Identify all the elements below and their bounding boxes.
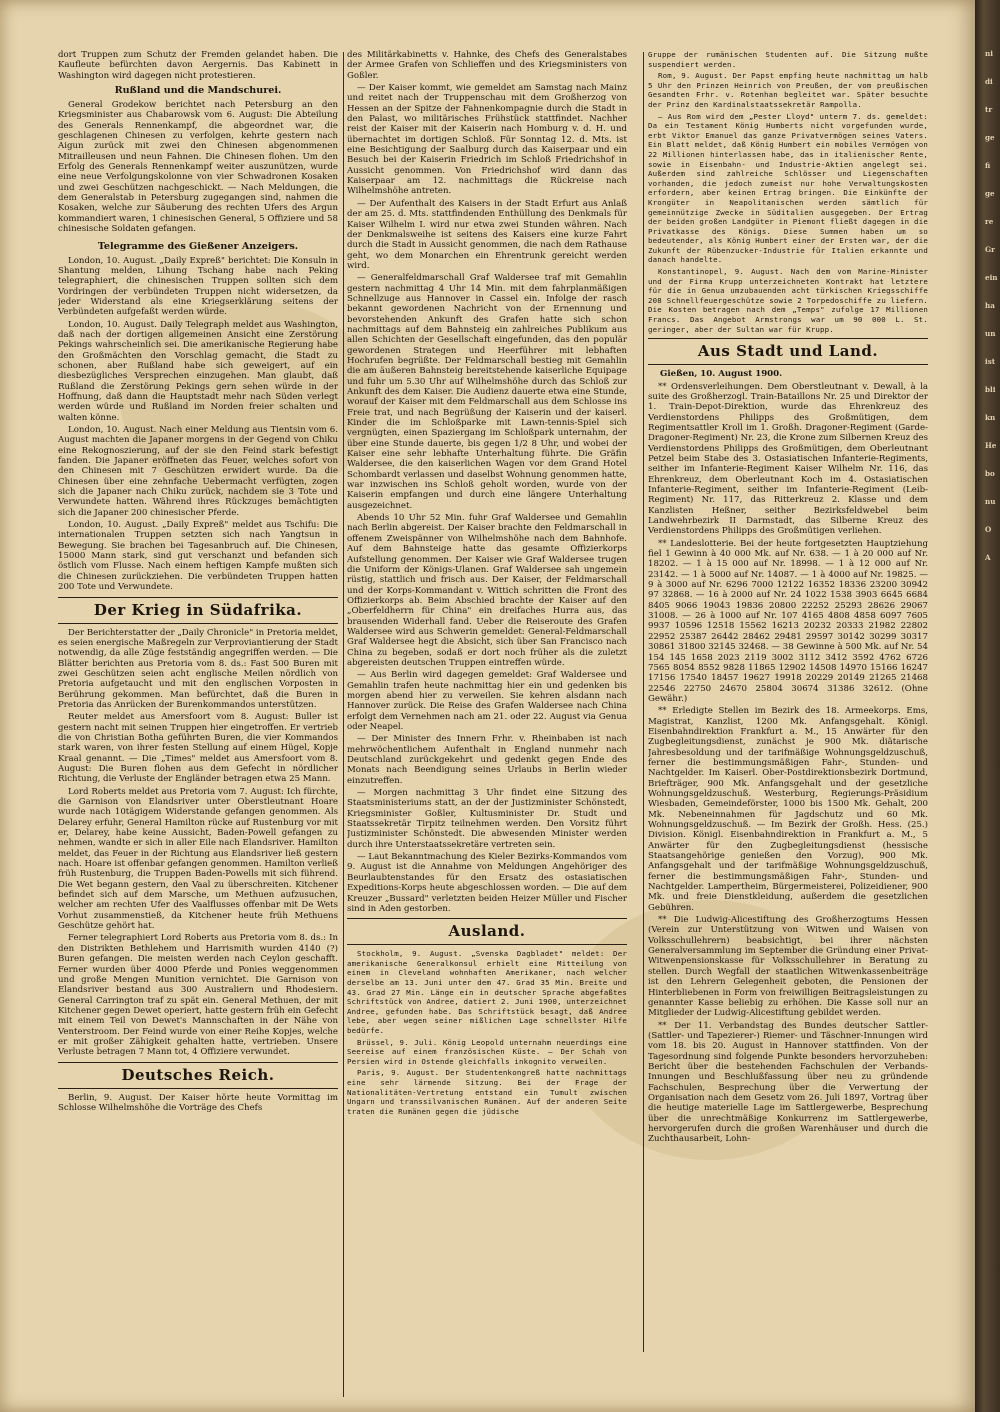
edge-fragment: ge — [985, 189, 995, 198]
article-continuation: dort Truppen zum Schutz der Fremden gelandet haben. Die Kaufleute befürchten davon Aergernis. Das Kabinett in Washington wird dagegen nicht protestieren. — [58, 50, 338, 81]
section-heading-russland: Rußland und die Mandschurei. — [114, 85, 282, 97]
edge-fragment: un — [985, 329, 996, 338]
article-paragraph: — Der Kaiser kommt, wie gemeldet am Samstag nach Mainz und reitet nach der Truppenschau mit dem Großherzog von Hessen an der Spitze der Fahnenkompagnie durch die Stadt in den Palast, wo militärisches Frühstück stattfindet. Nachher reist der Kaiser mit der Kaiserin nach Homburg v. d. H. und übernachtet im dortigen Schloß. Für Sonntag 12. d. Mts. ist eine Besichtigung der Saalburg durch das Kaiserpaar und ein Besuch bei der Kaiserin Friedrich im Schloß Friedrichshof in Aussicht genommen. Von Friedrichshof wird dann das Kaiserpaar am 12. nachmittags die Rückreise nach Wilhelmshöhe antreten. — [347, 83, 627, 197]
article-paragraph: — Der Minister des Innern Frhr. v. Rheinbaben ist nach mehrwöchentlichem Aufenthalt in England nunmehr nach Deutschland zurückgekehrt und gedenkt gegen Ende des Monats nach Beendigung seines Urlaubs in Berlin wieder einzutreffen. — [347, 734, 627, 786]
article-continuation: Gruppe der rumänischen Studenten auf. Die Sitzung mußte suspendiert werden. — [648, 50, 928, 69]
telegram-paragraph: London, 10. August. Daily Telegraph meldet aus Washington, daß nach der dortigen allgemeinen Ansicht eine Zerstörung Pekings wahrscheinlich sei. Die amerikanische Regierung habe den Großmächten den Vorschlag gemacht, die Stadt zu schonen, aber Rußland habe sich geweigert, auf ein diesbezügliches Versprechen einzugehen. Man glaubt, daß Rußland die Zerstörung Pekings gern sehen würde in der Hoffnung, daß dann die Hauptstadt mehr nach Süden verlegt werden würde und Rußland im Norden freier schalten und walten könne. — [58, 319, 338, 423]
edge-fragment: re — [985, 217, 994, 226]
article-paragraph: Paris, 9. August. Der Studentenkongreß hatte nachmittags eine sehr lärmende Sitzung. Bei der Frage der Nationalitäten-Vertretung entstand ein Tumult zwischen Ungarn und transsilvanischen Rumänen. Auf der anderen Seite traten die Rumänen gegen die jüdische — [347, 1068, 627, 1116]
article-continuation: des Militärkabinetts v. Hahnke, des Chefs des Generalstabes der Armee Grafen von Schlieffen und des Kriegsministers von Goßler. — [347, 50, 627, 81]
article-paragraph: Der Berichterstatter der „Daily Chronicle" in Pretoria meldet, es seien energische Maßregeln zur Verproviantierung der Stadt notwendig, da alle Züge festständig angegriffen werden. — Die Blätter berichten aus Pretoria vom 8. ds.: Fast 500 Buren mit zwei Geschützen seien acht englische Meilen nördlich von Pretoria aufgetaucht und mit den englischen Vorposten in Berührung gekommen. Man befürchtet, daß die Buren in Pretoria das Anrücken der Burenkommandos unterstützen. — [58, 627, 338, 710]
column-divider — [643, 52, 644, 1352]
article-paragraph: — Morgen nachmittag 3 Uhr findet eine Sitzung des Staatsministeriums statt, an der der Justizminister Schönstedt, Kriegsminister Goßler, Kultusminister Dr. Studt und Staatssekretär Tirpitz teilnehmen werden. Den Vorsitz führt Justizminister Schönstedt. Die abwesenden Minister werden durch ihre Unterstaatssekretäre vertreten sein. — [347, 788, 627, 850]
adjacent-page-edge — [985, 40, 1000, 1080]
section-heading-reich: Deutsches Reich. — [58, 1062, 338, 1089]
edge-fragment: O — [985, 525, 992, 534]
article-paragraph: — Laut Bekanntmachung des Kieler Bezirks-Kommandos vom 9. August ist die Annahme von Meldungen Angehöriger des Beurlaubtenstandes für den Ersatz des ostasiatischen Expeditions-Korps heute abgeschlossen worden. — Die auf dem Kreuzer „Bussard" verletzten beiden Heizer Müller und Fischer sind in Aden gestorben. — [347, 852, 627, 914]
edge-fragment: Gr — [985, 245, 995, 254]
article-paragraph: — Aus Berlin wird dagegen gemeldet: Graf Waldersee und Gemahlin trafen heute nachmittag hier ein und gedenken bis morgen abend hier zu verweilen. Sie kehren alsdann nach Hannover zurück. Die Reise des Grafen Waldersee nach China erfolgt dem Vernehmen nach am 21. oder 22. August via Genua oder Neapel. — [347, 670, 627, 732]
telegram-paragraph: London, 10. August. „Daily Expreß" berichtet: Die Konsuln in Shantung melden, Lihung Tschang habe nach Peking telegraphiert, die chinesischen Truppen sollten sich dem Vordringen der verbündeten Truppen nicht widersetzen, da jeder Widerstand als eine Kriegserklärung seitens der Verbündeten aufgefaßt werden würde. — [58, 255, 338, 318]
edge-fragment: bo — [985, 469, 995, 478]
article-paragraph: Ferner telegraphiert Lord Roberts aus Pretoria vom 8. ds.: In den Distrikten Bethlehem und Harrismith wurden 4140 (?) Buren gefangen. Die meisten werden nach Ceylon geschafft. Ferner wurden über 4000 Pferde und Ponies weggenommen und große Mengen Munition vernichtet. Die Garnison von Elandsriver bestand aus 300 Australiern und Rhodesiern. General Carrington traf zu spät ein. General Methuen, der mit Kitchener gegen Dewet operiert, hatte gestern früh ein Gefecht mit einem Teil von Dewet's Mannschaften in der Nähe von Venterstroom. Der Feind wurde von einer Reihe Kopjes, welche er mit großer Zähigkeit gehalten hatte, vertrieben. Unsere Verluste betragen 7 Mann tot, 4 Offiziere verwundet. — [58, 933, 338, 1058]
section-heading-stadt-land: Aus Stadt und Land. — [648, 338, 928, 365]
edge-fragment: He — [985, 441, 997, 450]
article-paragraph: Stockholm, 9. August. „Svenska Dagbladet" meldet: Der amerikanische Generalkonsul erhielt eine Mitteilung von einem in Cleveland wohnhaften Amerikaner, nach welcher derselbe am 13. Juni unter dem 47. Grad 35 Min. Breite und 43. Grad 27 Min. Länge ein in deutscher Sprache abgefaßtes Schriftstück von Andree, datiert 2. Juni 1900, unterzeichnet Andree, gefunden habe. Das Schriftstück besagt, daß Andree lebe, aber wegen seiner mißlichen Lage schnellster Hilfe bedürfe. — [347, 949, 627, 1035]
edge-fragment: ge — [985, 133, 995, 142]
section-heading-krieg: Der Krieg in Südafrika. — [58, 597, 338, 624]
telegram-paragraph: London, 10. August. Nach einer Meldung aus Tientsin vom 6. August machten die Japaner morgens in der Gegend von Chiku eine Rekognoszierung, auf der sie den Feind stark befestigt fanden. Die Japaner eröffneten das Feuer, welches sofort von den Chinesen mit 7 Geschützen erwidert wurde. Da die Chinesen über eine zehnfache Uebermacht verfügten, zogen sich die Japaner nach Chiku zurück, nachdem sie 3 Tote und Verwundete hatten. Während ihres Rückzuges bemächtigten sich die Japaner 200 chinesischer Pferde. — [58, 425, 338, 518]
dateline: Gießen, 10. August 1900. — [660, 369, 783, 380]
section-heading-ausland: Ausland. — [347, 918, 627, 945]
column-left — [58, 50, 338, 1390]
article-paragraph: — Aus Rom wird dem „Pester Lloyd" unterm 7. ds. gemeldet: Da ein Testament König Humberts nicht vorgefunden wurde, erbt Viktor Emanuel das ganze Privatvermögen seines Vaters. Ein Blatt meldet, daß König Humbert ein mobiles Vermögen von 22 Millionen hinterlassen habe, das in italienischer Rente, sowie in Eisenbahn- und Industrie-Aktien angelegt sei. Außerdem sind zahlreiche Schlösser und Liegenschaften vorhanden, die jedoch zumeist nur hohe Verwaltungskosten erfordern, aber keinen Ertrag bringen. Die Einkünfte der Krongüter in Neapolitanischen werden sämtlich für gemeinnützige Zwecke in Süditalien ausgegeben. Der Ertrag der beiden großen Landgüter in Piemont fließt dagegen in die Privatkasse des Königs. Diese Summen haben um so bedeutender, als König Humbert einer der Ersten war, der die Zukunft der Rübenzucker-Industrie für Italien erkannte und danach handelte. — [648, 111, 928, 265]
edge-fragment: bli — [985, 385, 996, 394]
edge-fragment: ni — [985, 49, 993, 58]
article-paragraph: General Grodekow berichtet nach Petersburg an den Kriegsminister aus Chabarowsk vom 6. August: Die Abteilung des Generals Rennenkampf, die abgeordnet war, die geschlagenen Chinesen zu verfolgen, kehrte gestern nach Aigun zurück mit zwei den Chinesen abgenommenen Mitrailleusen und neun Fahnen. Die Chinesen flohen. Um den Erfolg des Generals Rennenkampf weiter auszunützen, wurde eine neue Verfolgungskolonne von vier Schwadronen Kosaken und zwei Geschützen nachgeschickt. — Nach Meldungen, die dem Generalstab in Petersburg zugegangen sind, nahmen die Kosaken, welche zur Säuberung des rechten Ufers des Argun kommandiert waren, 1 chinesischen General, 5 Offiziere und 58 chinesische Soldaten gefangen. — [58, 100, 338, 235]
article-paragraph: Rom, 9. August. Der Papst empfing heute nachmittag um halb 5 Uhr den Prinzen Heinrich von Preußen, der vom preußischen Gesandten Frhr. v. Rotenhan begleitet war. Später besuchte der Prinz den Kardinalstaatssekretär Rampolla. — [648, 71, 928, 109]
article-paragraph: ** Die Ludwig-Alicestiftung des Großherzogtums Hessen (Verein zur Unterstützung von Witwen und Waisen von Volksschullehrern) beabsichtigt, bei ihrer nächsten Generalversammlung im September die Gründung einer Privat-Witwenpensionskasse für Volksschullehrer in Beratung zu stellen. Durch Wegfall der staatlichen Witwenkassenbeiträge ist den Lehrern Gelegenheit geboten, die Pensionen der Hinterbliebenen in Form von freiwilligen Beitragsleistungen zu genannter Kasse beliebig zu erhöhen. Die Kasse soll nur an Mitglieder der Ludwig-Alicestiftung gebildet werden. — [648, 915, 928, 1019]
edge-fragment: ist — [985, 357, 996, 366]
article-paragraph: Berlin, 9. August. Der Kaiser hörte heute Vormittag im Schlosse Wilhelmshöhe die Vorträge des Chefs — [58, 1092, 338, 1113]
edge-fragment: tr — [985, 105, 993, 114]
article-paragraph: Reuter meldet aus Amersfoort vom 8. August: Buller ist gestern nacht mit seinen Truppen hier eingetroffen. Er vertrieb die von Christian Botha geführten Buren, die vier Kommandos stark waren, von ihrer festen Stellung auf einem Hügel, Kopje Kraal genannt. — Die „Times" meldet aus Amersfoort vom 8. August: Die Buren flohen aus dem Gefecht in nördlicher Richtung, die Verluste der Engländer betragen etwa 25 Mann. — [58, 712, 338, 785]
article-paragraph: ** Erledigte Stellen im Bezirk des 18. Armeekorps. Ems, Magistrat, Kanzlist, 1200 Mk. Anfangsgehalt. Königl. Eisenbahndirektion Frankfurt a. M., 15 Anwärter für den Zugbegleitungsdienst, zunächst je 900 Mk. diätarische Jahresbesoldung und der tarifmäßige Wohnungsgeldzuschuß, ferner die bestimmungsmäßigen Fahr-, Stunden- und Nachtgelder. Im Kaiserl. Ober-Postdirektionsbezirk Dortmund, Briefträger, 900 Mk. Anfangsgehalt und der gesetzliche Wohnungsgeldzuschuß. Westerburg, Regierungs-Präsidium Wiesbaden, Gemeindeförster, 1000 bis 1500 Mk. Gehalt, 200 Mk. Nebeneinnahmen für Jagdschutz und 60 Mk. Wohnungsgeldzuschuß. — Im Bezirk der Großh. Hess. (25.) Division. Königl. Eisenbahndirektion in Frankfurt a. M., 5 Anwärter für den Zugbegleitungsdienst (hessische Staatsangehörige genießen den Vorzug), 900 Mk. Anfangsgehalt und der tarifmäßige Wohnungsgeldzuschuß, ferner die bestimmungsmäßigen Fahr-, Stunden- und Nachtgelder. Lampertheim, Bürgermeisterei, Polizeidiener, 900 Mk. und freie Dienstkleidung, außerdem die gesetzlichen Gebühren. — [648, 706, 928, 913]
article-paragraph: — Generalfeldmarschall Graf Waldersee traf mit Gemahlin gestern nachmittag 4 Uhr 14 Min. mit dem fahrplanmäßigen Schnellzuge aus Hannover in Cassel ein. Infolge der rasch bekannt gewordenen Nachricht von der Ernennung und bevorstehenden Ankunft des Grafen hatte sich schon nachmittags auf dem Bahnsteig ein zahlreiches Publikum aus allen Schichten der Gesellschaft eingefunden, das den populär gewordenen Strategen und Heerführer mit lebhaften Hochrufen begrüßte. Der Feldmarschall bestieg mit Gemahlin die am äußeren Bahnsteig bereitstehende kaiserliche Equipage und fuhr um 5.30 Uhr auf Wilhelmshöhe durch das Schloß zur Ankunft des dem Kaiser. Die Audienz dauerte etwa eine Stunde, worauf der Kaiser mit dem Feldmarschall aus dem Schlosse ins Freie trat, und nach Begrüßung der Kaiserin und der kaiserl. Kinder die im Schloßparke mit Lawn-tennis-Spiel sich vergnügten, einen Spaziergang im Schloßpark unternahm, der über eine Stunde dauerte, bis gegen 1/2 8 Uhr, und wobei der Kaiser eine sehr lebhafte Unterhaltung führte. Die Gräfin Waldersee, die den kaiserlichen Wagen vor dem Grand Hotel Schombardt verlassen und daselbst Wohnung genommen hatte, war inzwischen ins Schloß geholt worden, wurde von der Kaiserin empfangen und durch eine längere Unterhaltung ausgezeichnet. — [347, 273, 627, 511]
article-paragraph: ** Ordensverleihungen. Dem Oberstleutnant v. Dewall, à la suite des Großherzogl. Train-Bataillons Nr. 25 und Direktor der 1. Train-Depot-Direktion, wurde das Ehrenkreuz des Verdienstordens Philipps des Großmütigen, dem Regimentsattler Kroll im 1. Großh. Dragoner-Regiment (Garde-Dragoner-Regiment) Nr. 23, die Krone zum Silbernen Kreuz des Verdienstordens Philipps des Großmütigen, dem Oberleutnant Petzel beim Stabe des 3. Ostasiatischen Infanterie-Regiments, seither im Infanterie-Regiment Kaiser Wilhelm Nr. 116, das Ehrenkreuz, dem Oberleutnant Koch im 4. Ostasiatischen Infanterie-Regiment, seither im Infanterie-Regiment (Leib-Regiment) Nr. 117, das Ritterkreuz 2. Klasse und dem Kanzlisten Heßner, seither Bezirksfeldwebel beim Landwehrbezirk II Darmstadt, das Silberne Kreuz des Verdienstordens Philipps des Großmütigen verliehen. — [648, 381, 928, 537]
edge-fragment: A — [985, 553, 991, 562]
column-divider — [343, 52, 344, 1397]
article-paragraph: Brüssel, 9. Juli. König Leopold unternahm neuerdings eine Seereise auf einem französischen Küste. — Der Schah von Persien wird in Ostende gleichfalls inkognito verweilen. — [347, 1037, 627, 1066]
section-heading-telegramme: Telegramme des Gießener Anzeigers. — [97, 240, 299, 252]
edge-fragment: ha — [985, 301, 995, 310]
edge-fragment: nu — [985, 497, 996, 506]
article-paragraph: Konstantinopel, 9. August. Nach dem vom Marine-Minister und der Firma Krupp unterzeichneten Kontrakt hat letztere für die in Genua umzubauenden acht türkischen Kriegsschiffe 208 Schnellfeuergeschütze sowie 2 Torpedoschiffe zu liefern. Die Kosten betragen nach dem „Temps" zufolge 17 Millionen Francs. Das Angebot Armstrongs war um 90 000 L. St. geringer, aber der Sultan war für Krupp. — [648, 267, 928, 334]
article-paragraph: — Der Aufenthalt des Kaisers in der Stadt Erfurt aus Anlaß der am 25. d. Mts. stattfindenden Enthüllung des Denkmals für Kaiser Wilhelm I. wird nur etwa zwei Stunden währen. Nach der Denkmalsweihe ist seitens des Kaisers eine kurze Fahrt durch die Stadt in Aussicht genommen, die nach dem Rathause geht, wo dem Monarchen ein Ehrentrunk gereicht werden wird. — [347, 198, 627, 271]
edge-fragment: fi — [985, 161, 991, 170]
edge-fragment: di — [985, 77, 993, 86]
edge-fragment: ein — [985, 273, 998, 282]
article-paragraph: Lord Roberts meldet aus Pretoria vom 7. August: Ich fürchte, die Garnison von Elandsriver unter Oberstleutnant Hoare wurde nach 10tägigem Widerstande gefangen genommen. Als Delarey erfuhr, General Hamilton rücke auf Rustenburg vor mit er, Delarey, habe keine Aussicht, Baden-Powell gefangen zu nehmen, wandte er sich in aller Eile nach Elandsriver. Hamilton meldet, das Feuer in der Richtung aus Elandsriver ließ gestern nach. Hoare ist offenbar gefangen genommen. Hamilton verließ früh Rustenburg, die Truppen Baden-Powells mit sich führend. Die Wet begann gestern, den Vaal zu überschreiten. Kitchener befindet sich auf dem Marsche, um Methuen aufzusuchen, welcher am rechten Ufer des Vaalflusses offenbar mit De Wets Vorhut zusammenstieß, da Kitchener heute früh Methuens Geschütze gehört hat. — [58, 786, 338, 932]
telegram-paragraph: London, 10. August. „Daily Expreß" meldet aus Tschifu: Die internationalen Truppen setzten sich nach Yangtsun in Bewegung. Sie brachen bei Tagesanbruch auf. Die Chinesen, 15000 Mann stark, sind gut verschanzt und befanden sich östlich vom Flusse. Nach einem heftigen Kampfe mußten sich die Chinesen zurückziehen. Die verbündeten Truppen hatten 200 Tote und Verwundete. — [58, 520, 338, 593]
column-middle — [347, 50, 627, 1395]
article-paragraph: Abends 10 Uhr 52 Min. fuhr Graf Waldersee und Gemahlin nach Berlin abgereist. Der Kaiser brachte den Feldmarschall in offenem Zweispänner von Wilhelmshöhe nach dem Bahnhofe. Auf dem Bahnsteige hatte das gesamte Offizierkorps Aufstellung genommen. Der Kaiser wie Graf Waldersee trugen die Uniform der Königs-Ulanen. Graf Waldersee sah ungemein rüstig, stattlich und frisch aus. Der Kaiser, der Feldmarschall und der Korps-Kommandant v. Wittich schritten die Front des Offizierkorps ab. Beim Abschied brachte der Kaiser auf den „Oberfeldherrn für China" ein dreifaches Hurra aus, das brausenden Widerhall fand. Ueber die Reiseroute des Grafen Waldersee wird aus Schwerin gemeldet: General-Feldmarschall Graf Waldersee hegt die Absicht, sich über San Francisco nach China zu begeben, sodaß er dort noch früher als die zuletzt abgereisten deutschen Truppen eintreffen würde. — [347, 513, 627, 668]
article-paragraph: ** Der 11. Verbandstag des Bundes deutscher Sattler- (Sattler- und Tapezierer-) Riemer- und Täschner-Innungen wird vom 18. bis 20. August in Hannover stattfinden. Von der Tagesordnung sind folgende Punkte besonders hervorzuheben: Bericht über die bestehenden Fachschulen der Verbands-Innungen und Beschlußfassung über neu zu gründende Fachschulen, Besprechung über die Verwertung der Organisation nach dem Gesetz vom 26. Juli 1897, Vortrag über die heutige materielle Lage im Sattlergewerbe, Besprechung über die unrechtmäßige Konkurrenz im Sattlergewerbe, hervorgerufen durch die großen Warenhäuser und durch die Zuchthausarbeit, Lohn- — [648, 1020, 928, 1145]
lottery-paragraph: ** Landeslotterie. Bei der heute fortgesetzten Hauptziehung fiel 1 Gewinn à 40 000 Mk. auf Nr. 638. — 1 à 20 000 auf Nr. 18202. — 1 à 15 000 auf Nr. 18998. — 1 à 12 000 auf Nr. 23142. — 1 à 5000 auf Nr. 14087. — 1 à 4000 auf Nr. 19825. — 9 à 3000 auf Nr. 6296 7000 12122 16352 18336 23200 30942 97 32868. — 16 à 2000 auf Nr. 24 1022 1538 3903 6645 6684 8405 9066 19043 19836 20800 22252 25293 28626 29067 31008. — 26 à 1000 auf Nr. 107 4165 4808 4858 6097 7605 9937 10596 12518 15562 16213 20232 20333 21982 22802 22952 25387 26442 28462 29481 29597 30142 30299 30317 30861 31800 32145 32468. — 38 Gewinne à 500 Mk. auf Nr. 54 154 145 1658 2023 2119 3002 3112 3412 3592 4762 6726 7565 8054 8552 9828 11865 12902 14508 14970 15166 16247 17156 17540 18457 19627 19918 20229 20149 21265 21468 22546 22750 24670 25804 30674 31386 32612. (Ohne Gewähr.) — [648, 538, 928, 704]
column-right — [648, 50, 928, 1340]
edge-fragment: kn — [985, 413, 996, 422]
